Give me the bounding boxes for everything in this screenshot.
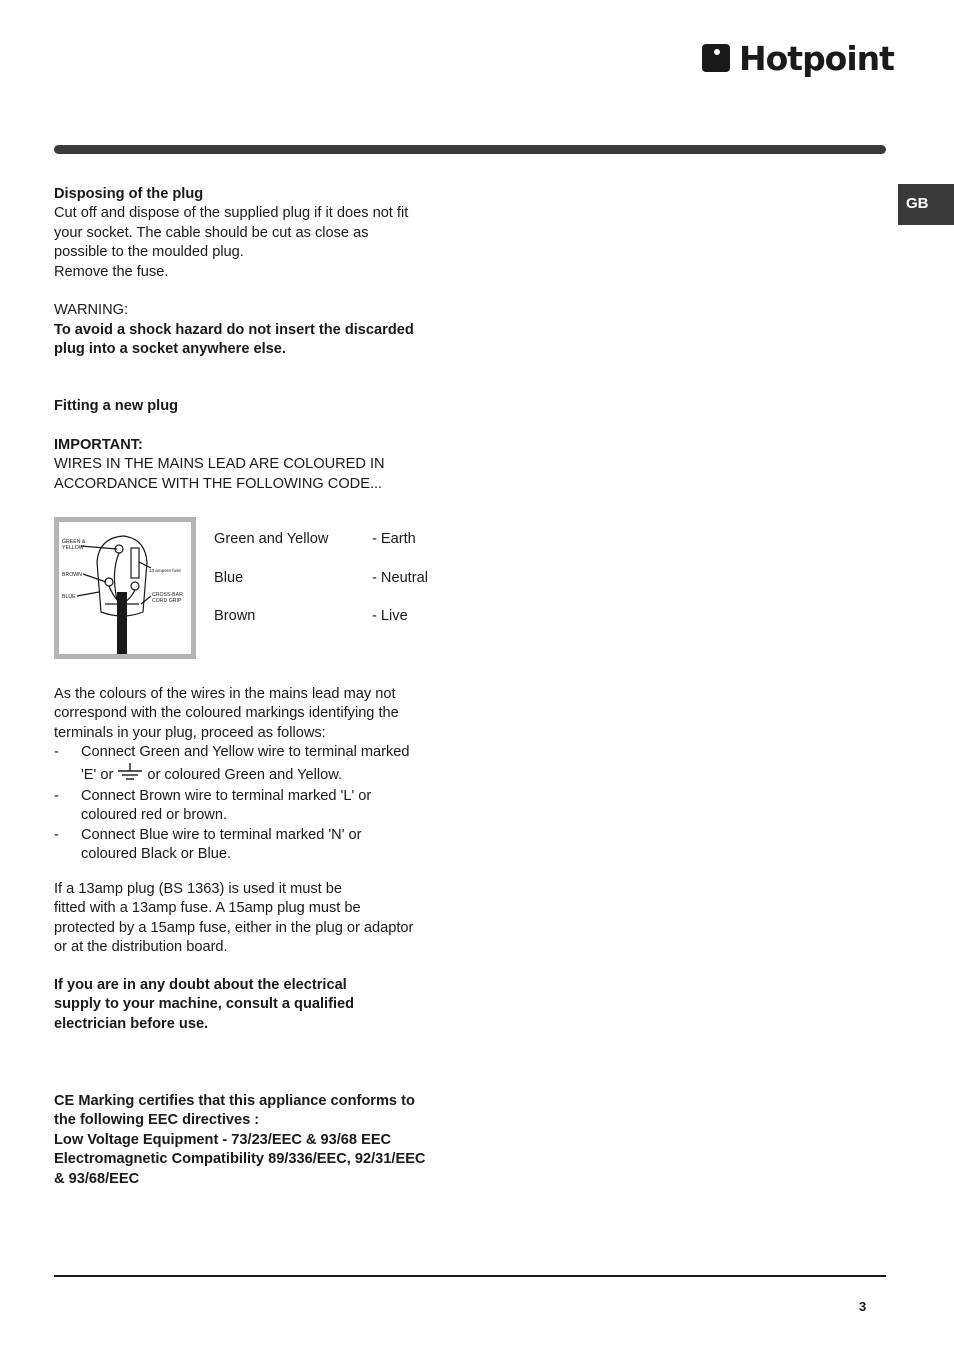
warning-text: To avoid a shock hazard do not insert the discarded <box>54 321 414 338</box>
live-terminal <box>105 578 113 586</box>
wiring-steps-list <box>54 743 454 864</box>
earth-symbol-icon <box>117 763 143 787</box>
page-number: 3 <box>859 1299 867 1314</box>
electrician-note-text: If you are in any doubt about the electrical <box>54 977 347 993</box>
ce-marking-section <box>54 1092 454 1189</box>
important-text: ACCORDANCE WITH THE FOLLOWING CODE... <box>54 475 383 492</box>
wire-colour: Brown <box>214 608 256 624</box>
diagram-label-crossbar: CORD GRIP <box>152 598 182 604</box>
ce-marking-text: Electromagnetic Compatibility 89/336/EEC, 92/31/EEC <box>54 1151 426 1168</box>
disposing-text: your socket. The cable should be cut as close as <box>54 224 369 241</box>
fuse-info-text: or at the distribution board. <box>54 939 228 956</box>
hotpoint-logo-mark <box>702 44 730 72</box>
brand-name: Hotpoint <box>739 38 894 78</box>
diagram-label-blue: BLUE <box>62 594 76 600</box>
important-text: WIRES IN THE MAINS LEAD ARE COLOURED IN <box>54 456 385 473</box>
fuse-info-text: fitted with a 13amp fuse. A 15amp plug must be <box>54 900 361 917</box>
colour-code-row <box>214 570 474 590</box>
disposing-text: Remove the fuse. <box>54 263 169 280</box>
diagram-label-green-yellow: GREEN & <box>62 539 86 545</box>
list-item <box>54 787 454 826</box>
diagram-label-green-yellow: YELLOW <box>62 545 84 551</box>
language-tab: GB <box>898 184 954 225</box>
diagram-label-brown: BROWN <box>62 572 82 578</box>
footer-rule <box>54 1275 886 1277</box>
neutral-terminal <box>131 582 139 590</box>
fuse-info-section <box>54 880 454 958</box>
instructions-intro: As the colours of the wires in the mains lead may not <box>54 686 396 702</box>
list-item-text: coloured Black or Blue. <box>81 846 232 863</box>
list-dash: - <box>54 788 59 805</box>
instructions-section <box>54 685 454 865</box>
list-item-text: Connect Green and Yellow wire to terminal marked <box>81 744 410 761</box>
terminal-name: - Neutral <box>372 570 428 586</box>
leader-line <box>77 592 99 596</box>
list-item-text-line <box>81 763 454 787</box>
ce-marking-text: Low Voltage Equipment - 73/23/EEC & 93/68 EEC <box>54 1131 392 1148</box>
list-dash: - <box>54 826 59 843</box>
instructions-intro: correspond with the coloured markings identifying the <box>54 705 399 722</box>
ce-marking-text: CE Marking certifies that this appliance conforms to <box>54 1093 415 1109</box>
important-label: IMPORTANT: <box>54 436 143 453</box>
ce-marking-text: the following EEC directives : <box>54 1112 260 1129</box>
plug-wiring-diagram <box>54 517 196 659</box>
fitting-section <box>54 397 454 494</box>
disposing-text: possible to the moulded plug. <box>54 244 244 261</box>
disposing-heading: Disposing of the plug <box>54 186 204 202</box>
diagram-label-crossbar: CROSS-BAR <box>152 592 183 598</box>
instructions-intro: terminals in your plug, proceed as follows: <box>54 724 326 741</box>
warning-label: WARNING: <box>54 302 129 319</box>
terminal-name: - Earth <box>372 531 416 547</box>
fitting-heading: Fitting a new plug <box>54 398 179 414</box>
diagram-label-fuse: 13 ampere fuse <box>149 568 181 573</box>
wire-colour: Blue <box>214 570 244 586</box>
list-item-text: Connect Brown wire to terminal marked 'L' or <box>81 788 372 805</box>
list-item-text: Connect Blue wire to terminal marked 'N' or <box>81 826 362 843</box>
colour-code-row <box>214 608 474 628</box>
plug-diagram-svg <box>59 522 191 654</box>
electrician-note-text: electrician before use. <box>54 1015 209 1032</box>
wire-colour: Green and Yellow <box>214 531 329 547</box>
disposing-text: Cut off and dispose of the supplied plug if it does not fit <box>54 205 409 222</box>
list-item-text: 'E' or <box>81 766 114 783</box>
leader-line <box>81 546 117 549</box>
list-item-text: coloured red or brown. <box>81 807 228 824</box>
list-item-text: or coloured Green and Yellow. <box>147 766 343 783</box>
list-dash: - <box>54 744 59 761</box>
leader-line <box>83 574 106 582</box>
mains-cable <box>117 592 127 654</box>
leader-line <box>139 562 151 568</box>
terminal-name: - Live <box>372 608 408 624</box>
electrician-note <box>54 976 454 1034</box>
disposing-section <box>54 185 454 360</box>
warning-text: plug into a socket anywhere else. <box>54 341 286 358</box>
electrician-note-text: supply to your machine, consult a qualified <box>54 996 355 1013</box>
list-item <box>54 743 454 787</box>
fuse-info-text: protected by a 15amp fuse, either in the plug or adaptor <box>54 919 414 936</box>
hotpoint-logo <box>702 38 894 78</box>
colour-code-row <box>214 531 474 551</box>
header-rule <box>54 145 886 154</box>
ce-marking-text: & 93/68/EEC <box>54 1170 140 1187</box>
fuse-info-text: If a 13amp plug (BS 1363) is used it must be <box>54 881 342 897</box>
list-item <box>54 826 454 865</box>
fuse-outline <box>131 548 139 578</box>
leader-line <box>141 596 151 604</box>
